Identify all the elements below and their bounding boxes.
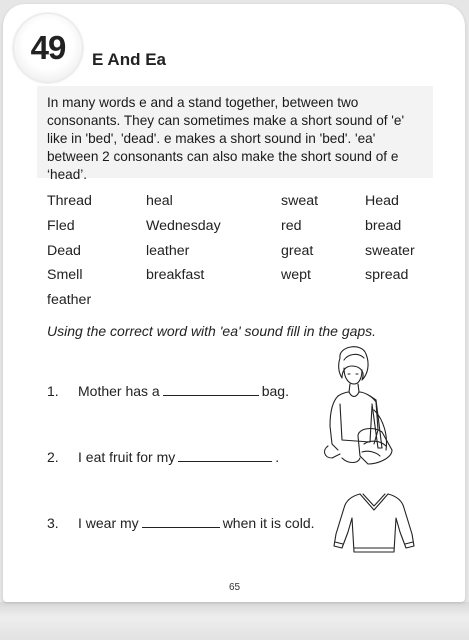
word-list-item: red — [281, 218, 302, 234]
exercise-text-before: I wear my — [78, 515, 139, 531]
word-list-item: feather — [47, 292, 92, 308]
word-list-item: Thread — [47, 193, 92, 209]
word-list-item: heal — [146, 193, 173, 209]
word-list-item: sweater — [365, 243, 415, 259]
answer-blank[interactable] — [142, 515, 220, 528]
answer-blank[interactable] — [163, 383, 259, 396]
lesson-number-badge — [14, 14, 82, 82]
word-list-item: bread — [365, 218, 402, 234]
lesson-title: E And Ea — [92, 50, 166, 69]
intro-text: In many words e and a stand together, between two consonants. They can sometimes make a short sound of 'e' like in 'bed', 'dead'. e makes a short sound in 'bed'. 'ea' between 2 consonants can also make the short sound of e ‘head’. — [47, 95, 405, 182]
exercise-number: 2. — [47, 449, 59, 465]
word-list-item: great — [281, 243, 314, 259]
word-list-item: breakfast — [146, 267, 205, 283]
page-number: 65 — [228, 582, 241, 593]
answer-blank[interactable] — [178, 449, 272, 462]
page-edge — [0, 602, 469, 640]
woman-with-bag-illustration — [318, 340, 400, 472]
word-list-item: Smell — [47, 267, 83, 283]
exercise-text-after: when it is cold. — [222, 515, 315, 531]
word-list-item: wept — [281, 267, 311, 283]
exercise-number: 1. — [47, 383, 59, 399]
word-list-item: spread — [365, 267, 409, 283]
exercise-text-after: . — [275, 449, 280, 465]
word-list-item: Dead — [47, 243, 81, 259]
word-list-item: Wednesday — [146, 218, 221, 234]
exercise-text-before: I eat fruit for my — [78, 449, 176, 465]
exercise-text-before: Mother has a — [78, 383, 160, 399]
exercise-number: 3. — [47, 515, 59, 531]
word-list-item: Head — [365, 193, 399, 209]
word-list-item: Fled — [47, 218, 75, 234]
lesson-number: 49 — [30, 29, 66, 66]
word-list-item: leather — [146, 243, 190, 259]
sweater-illustration — [332, 488, 418, 558]
exercise-text-after: bag. — [261, 383, 289, 399]
instruction-text: Using the correct word with 'ea' sound fill in the gaps. — [47, 323, 377, 339]
word-list-item: sweat — [281, 193, 319, 209]
